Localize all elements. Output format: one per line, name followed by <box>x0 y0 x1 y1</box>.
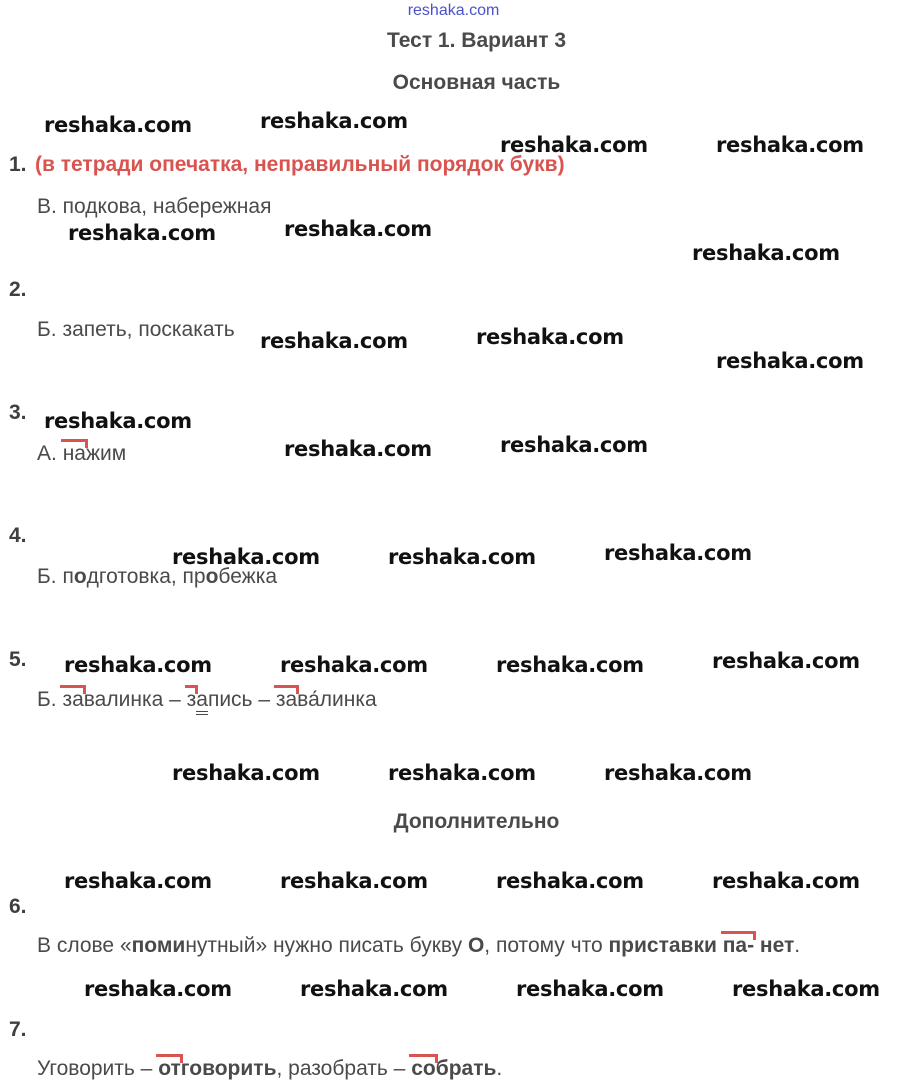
watermark: reshaka.com <box>716 133 864 157</box>
word-rest: пись – <box>207 688 276 711</box>
text-part: Б. п <box>37 565 74 588</box>
question-5-answer <box>37 688 377 712</box>
prefix-mark: на <box>62 442 86 465</box>
watermark: reshaka.com <box>692 241 840 265</box>
word-rest: жим <box>85 442 127 465</box>
site-link[interactable]: reshaka.com <box>407 2 500 19</box>
watermark: reshaka.com <box>388 761 536 785</box>
question-1-note: (в тетради опечатка, неправильный порядок букв) <box>35 153 565 176</box>
prefix-mark: па- <box>722 934 755 957</box>
watermark: reshaka.com <box>496 869 644 893</box>
question-number-7: 7. <box>9 1018 27 1041</box>
question-number-3: 3. <box>9 401 27 424</box>
watermark: reshaka.com <box>260 329 408 353</box>
highlighted-letter: о <box>205 565 219 588</box>
bold-text: говорить <box>180 1057 277 1080</box>
highlighted-letter: о <box>73 565 87 588</box>
watermark: reshaka.com <box>732 977 880 1001</box>
text-part: Уговорить – <box>37 1057 159 1080</box>
watermark: reshaka.com <box>604 541 752 565</box>
prefix-mark: за <box>275 688 298 711</box>
watermark: reshaka.com <box>712 649 860 673</box>
prefix-mark: со <box>411 1057 436 1080</box>
text-part: . <box>794 934 801 957</box>
bold-text: нет <box>754 934 795 957</box>
watermark: reshaka.com <box>284 437 432 461</box>
question-number-1: 1. <box>9 153 27 176</box>
watermark: reshaka.com <box>500 133 648 157</box>
watermark: reshaka.com <box>84 977 232 1001</box>
watermark: reshaka.com <box>44 113 192 137</box>
question-6-answer <box>37 934 800 958</box>
text-part: дготовка, пр <box>86 565 206 588</box>
question-1-answer: В. подкова, набережная <box>37 195 272 218</box>
prefix-mark: з <box>186 688 197 711</box>
question-number-4: 4. <box>9 524 27 547</box>
section-heading-extra: Дополнительно <box>393 810 560 833</box>
watermark: reshaka.com <box>476 325 624 349</box>
watermark: reshaka.com <box>516 977 664 1001</box>
watermark: reshaka.com <box>64 869 212 893</box>
watermark: reshaka.com <box>604 761 752 785</box>
watermark: reshaka.com <box>44 409 192 433</box>
section-heading-main: Основная часть <box>392 71 561 94</box>
question-7-answer <box>37 1057 502 1081</box>
answer-option-letter: А. <box>37 442 63 465</box>
watermark: reshaka.com <box>388 545 536 569</box>
prefix-mark: от <box>158 1057 181 1080</box>
watermark: reshaka.com <box>172 761 320 785</box>
bold-letter: О <box>467 934 485 957</box>
watermark: reshaka.com <box>172 545 320 569</box>
text-part: , разобрать – <box>276 1057 412 1080</box>
watermark: reshaka.com <box>64 653 212 677</box>
watermark: reshaka.com <box>496 653 644 677</box>
question-3-answer <box>37 442 126 466</box>
watermark: reshaka.com <box>712 869 860 893</box>
bold-text: поми <box>131 934 186 957</box>
bold-text: приставки <box>608 934 723 957</box>
watermark: reshaka.com <box>300 977 448 1001</box>
watermark: reshaka.com <box>284 217 432 241</box>
watermark: reshaka.com <box>500 433 648 457</box>
text-part: В слове « <box>37 934 132 957</box>
text-part: нутный» нужно писать букву <box>185 934 468 957</box>
watermark: reshaka.com <box>716 349 864 373</box>
word-rest: валинка – <box>83 688 187 711</box>
watermark: reshaka.com <box>280 869 428 893</box>
page-title: Тест 1. Вариант 3 <box>386 29 567 52</box>
question-number-5: 5. <box>9 648 27 671</box>
double-underlined-letter: а <box>196 688 208 715</box>
watermark: reshaka.com <box>68 221 216 245</box>
word-rest: ва́линка <box>297 688 377 711</box>
watermark: reshaka.com <box>280 653 428 677</box>
question-number-2: 2. <box>9 278 27 301</box>
prefix-mark: за <box>62 688 84 711</box>
answer-option-letter: Б. <box>37 688 63 711</box>
question-2-answer: Б. запеть, поскакать <box>37 318 235 341</box>
text-part: бежка <box>218 565 278 588</box>
question-number-6: 6. <box>9 895 27 918</box>
bold-text: брать <box>435 1057 497 1080</box>
watermark: reshaka.com <box>260 109 408 133</box>
text-part: . <box>496 1057 503 1080</box>
text-part: , потому что <box>484 934 609 957</box>
